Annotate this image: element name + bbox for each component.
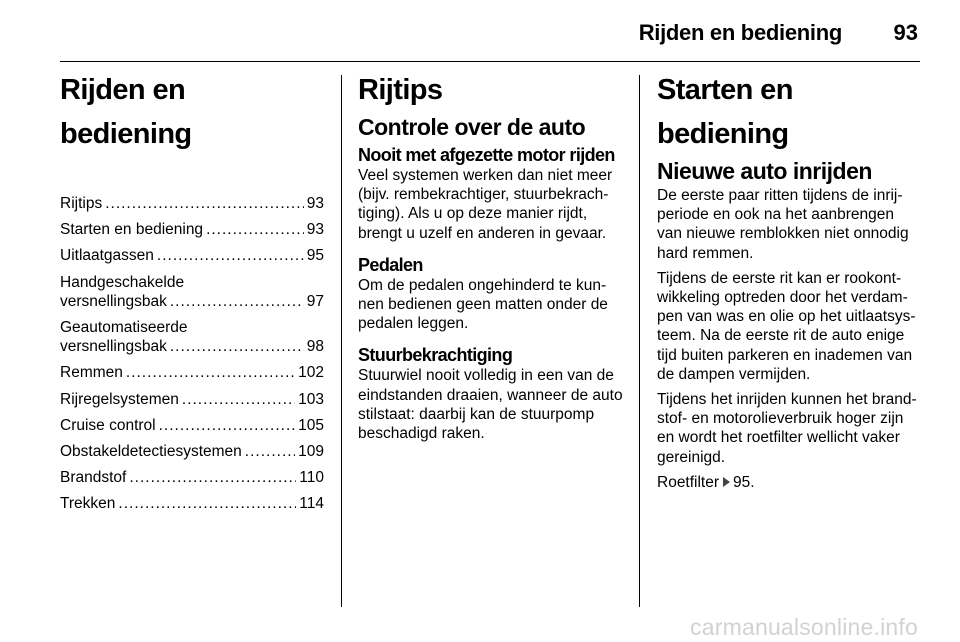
toc-entry-geautomatiseerde[interactable] [60,318,324,356]
toc-leader-dots [170,337,304,356]
toc-entry-page: 103 [298,390,324,408]
toc-leader-dots [206,220,304,239]
toc-entry-label: Brandstof [60,469,127,487]
toc-leader-dots [245,442,295,461]
tip-body: Om de pedalen ongehinderd te kunnen bedienen geen matten onder de pedalen leggen. [358,276,608,333]
toc-entry-label: versnellingsbak [60,292,167,310]
tip-body: Stuurwiel nooit volledig in een van de eindstanden draaien, wanneer de auto stilstaat: daarbij kan de stuurpomp beschadigd raken. [358,367,623,443]
toc-entry-rijregelsystemen[interactable] [60,390,324,409]
toc-entry-cruise-control[interactable] [60,416,324,435]
toc-entry-page: 97 [306,292,324,310]
toc-entry-label: Uitlaatgassen [60,247,154,265]
column-divider-left [341,75,342,607]
toc-leader-dots [105,194,304,213]
toc-leader-dots [182,390,295,409]
rijtips-column [358,68,624,454]
toc-entry-label: Starten en bediening [60,221,204,239]
toc-entry-page: 93 [306,195,324,212]
toc-entry-label: Cruise control [60,416,156,434]
cross-reference[interactable] [657,473,923,492]
toc-entry-page: 109 [298,443,324,461]
reference-page: 95. [733,473,755,491]
section-subtitle: Controle over de auto [358,114,586,140]
tip-title: Pedalen [358,254,423,275]
toc-entry-label: Rijregelsystemen [60,390,179,408]
toc-entry-page: 114 [299,495,324,513]
toc-leader-dots [126,363,295,382]
toc-entry-label-line1: Handgeschakelde [60,273,185,291]
toc-entry-remmen[interactable] [60,363,324,382]
toc-list [60,194,324,514]
toc-entry-label: Obstakeldetectiesystemen [60,443,242,461]
section-title: Starten en bediening [657,74,793,150]
toc-entry-page: 98 [306,338,324,356]
toc-entry-brandstof[interactable] [60,468,324,487]
toc-entry-page: 105 [298,416,324,434]
toc-entry-rijtips[interactable] [60,194,324,213]
tip-section [358,144,624,243]
tip-section [358,254,624,334]
toc-entry-label: Remmen [60,364,123,382]
header-divider [60,61,920,62]
toc-leader-dots [170,292,304,311]
toc-leader-dots [157,246,304,265]
tip-body: Veel systemen werken dan niet meer (bijv. rembekrachtiger, stuurbekrachtiging). Als u op deze manier rijdt, brengt u uzelf en anderen in gevaar. [358,167,613,242]
toc-leader-dots [118,494,296,513]
page-header [0,0,960,64]
toc-leader-dots [129,468,296,487]
tip-title: Nooit met afgezette motor rijden [358,145,615,165]
toc-entry-page: 102 [298,364,324,382]
toc-entry-starten[interactable] [60,220,324,239]
page-number: 93 [893,20,918,45]
toc-entry-label: Rijtips [60,195,103,212]
reference-label: Roetfilter [657,473,720,491]
tip-title: Stuurbekrachtiging [358,345,513,366]
paragraph: Tijdens het inrijden kunnen het brandstof- en motorolieverbruik hoger zijn en wordt het roetfilter wellicht vaker gereinigd. [657,391,917,466]
watermark: carmanualsonline.info [690,614,918,640]
toc-entry-handgeschakelde[interactable] [60,273,324,311]
paragraph: De eerste paar ritten tijdens de inrijperiode en ook na het aanbrengen van nieuwe remblokken niet onnodig hard remmen. [657,187,909,262]
toc-entry-page: 93 [306,221,324,239]
paragraph: Tijdens de eerste rit kan er rookontwikkeling optreden door het verdampen van was en olie op het uitlaatsysteem. Na de eerste rit de auto enige tijd buiten parkeren en inademen van de dampen vermijden. [657,269,916,383]
toc-entry-label-line1: Geautomatiseerde [60,319,188,337]
toc-entry-page: 110 [299,469,324,487]
toc-column [60,68,324,521]
toc-leader-dots [159,416,296,435]
header-title: Rijden en bediening [638,20,842,45]
toc-entry-label: Trekken [60,495,116,513]
arrow-icon [723,477,730,487]
toc-entry-obstakeldetectie[interactable] [60,442,324,461]
chapter-title: Rijden en bediening [60,74,192,150]
column-divider-right [639,75,640,607]
starten-column [657,68,923,498]
toc-entry-page: 95 [306,247,324,265]
section-title: Rijtips [358,74,443,106]
toc-entry-uitlaatgassen[interactable] [60,246,324,265]
toc-entry-label: versnellingsbak [60,338,167,356]
tip-section [358,344,624,443]
toc-entry-trekken[interactable] [60,494,324,513]
section-subtitle: Nieuwe auto inrijden [657,158,872,184]
